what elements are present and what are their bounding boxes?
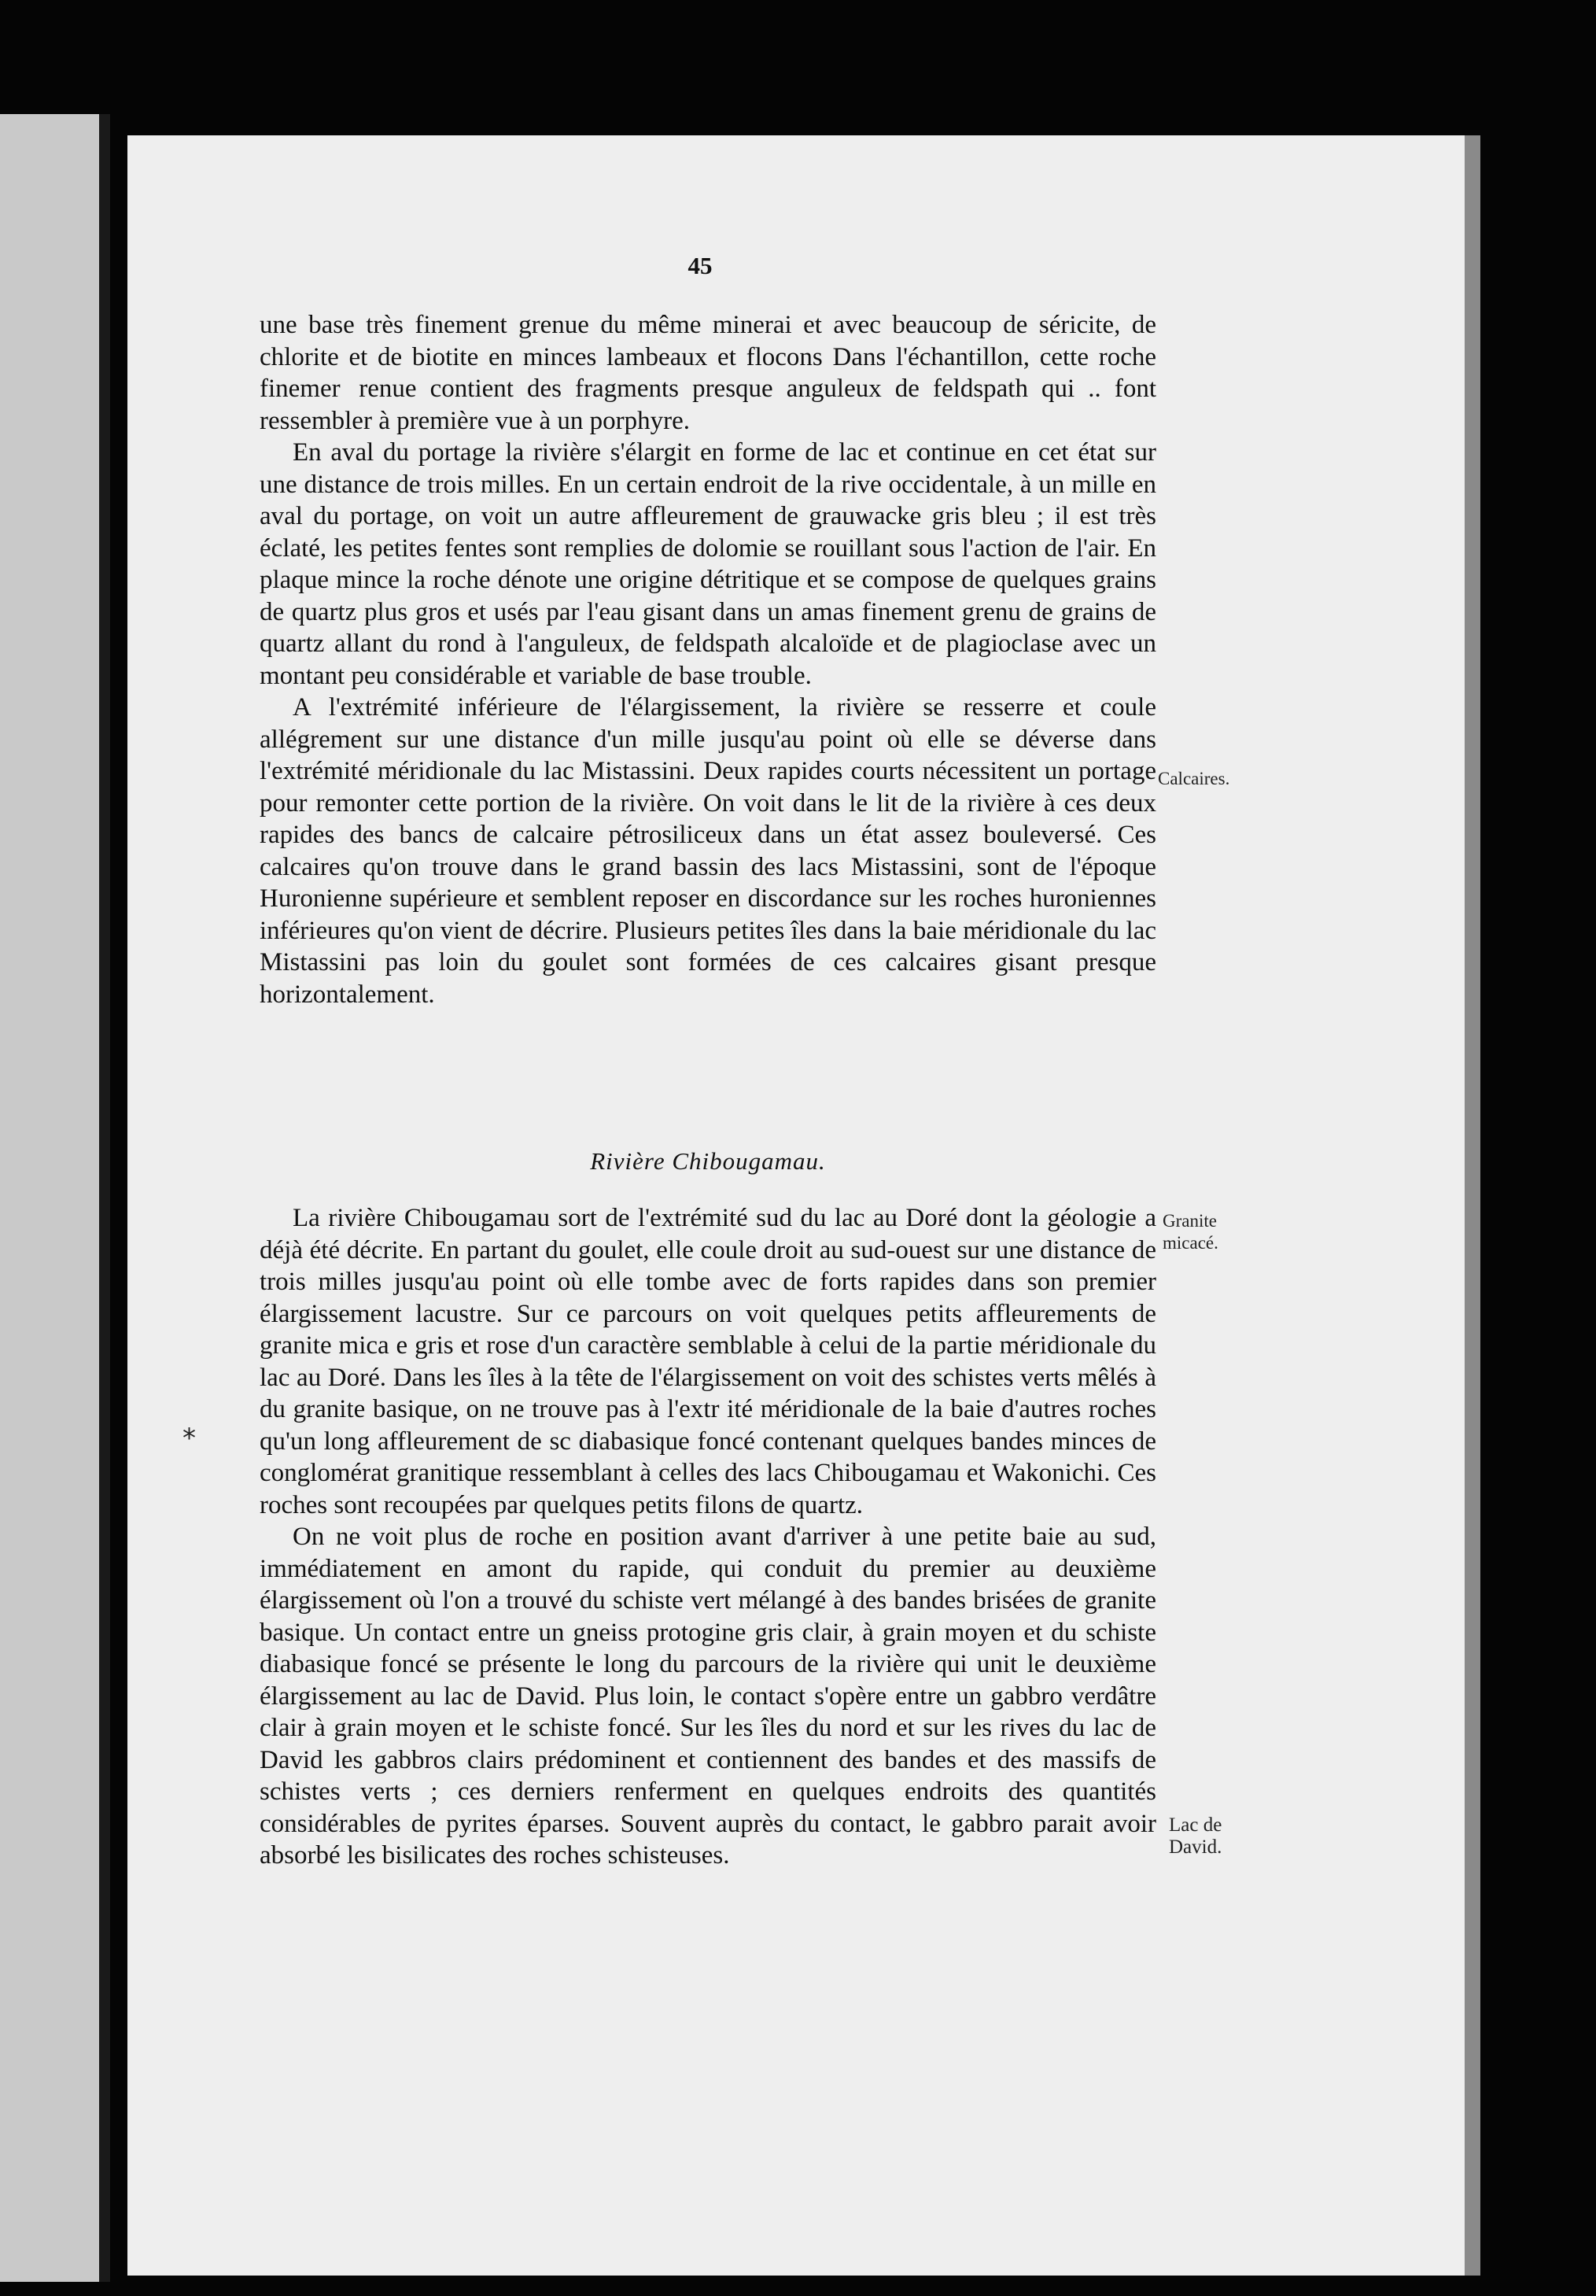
body-text-top: [260, 309, 1156, 1010]
margin-note-calcaires: Calcaires.: [1158, 769, 1230, 788]
page-number: 45: [687, 252, 713, 279]
margin-note-granite-line2: micacé.: [1163, 1233, 1218, 1253]
page-gutter-shadow: [99, 114, 110, 2282]
margin-note-granite-line1: Granite: [1163, 1211, 1217, 1231]
margin-note-lac-line2: David.: [1169, 1836, 1222, 1858]
body-text-bottom: [260, 1202, 1156, 1872]
section-heading: Rivière Chibougamau.: [590, 1147, 826, 1175]
paragraph-4: La rivière Chibougamau sort de l'extrémité sud du lac au Doré dont la géologie a déjà été décrite. En partant du goulet, elle coule droit au sud-ouest sur une distance de trois milles jusqu'au point où elle tombe avec de forts rapides dans son premier élargissement lacustre. Sur ce parcours on voit quelques petits affleurements de granite mica e gris et rose d'un caractère semblable à celui de la partie méridionale du lac au Doré. Dans les îles à la tête de l'élargissement on voit des schistes verts mêlés à du granite basique, on ne trouve pas à l'extr ité méridionale de la baie d'autres roches qu'un long affleurement de sc diabasique foncé contenant quelques bandes minces de conglomérat granitique ressemblant à celles des lacs Chibougamau et Wakonichi. Ces roches sont recoupées par quelques petits filons de quartz.: [260, 1204, 1156, 1519]
left-page-edge: [0, 114, 109, 2282]
margin-note-lac-de-david: [1169, 1814, 1222, 1859]
margin-note-granite: [1163, 1210, 1218, 1254]
paragraph-1: une base très finement grenue du même minerai et avec beaucoup de séricite, de chlorite et de biotite en minces lambeaux et flocons Dans l'échantillon, cette roche finemer renue contient des fragments presque anguleux de feldspath qui .. font ressembler à première vue à un porphyre.: [260, 311, 1156, 435]
page-edge-shadow: [1465, 135, 1480, 2276]
asterisk-mark: *: [182, 1423, 196, 1454]
paragraph-2: En aval du portage la rivière s'élargit en forme de lac et continue en cet état sur une distance de trois milles. En un certain endroit de la rive occidentale, à un mille en aval du portage, on voit un autre affleurement de grauwacke gris bleu ; il est très éclaté, les petites fentes sont remplies de dolomie se rouillant sous l'action de l'air. En plaque mince la roche dénote une origine détritique et se compose de quelques grains de quartz plus gros et usés par l'eau gisant dans un amas finement grenu de grains de quartz allant du rond à l'anguleux, de feldspath alcaloïde et de plagioclase avec un montant peu considérable et variable de base trouble.: [260, 438, 1156, 690]
paragraph-3: A l'extrémité inférieure de l'élargissement, la rivière se resserre et coule allégrement sur une distance d'un mille jusqu'au point où elle se déverse dans l'extrémité méridionale du lac Mistassini. Deux rapides courts nécessitent un portage pour remonter cette portion de la rivière. On voit dans le lit de la rivière à ces deux rapides des bancs de calcaire pétrosiliceux dans un état assez bouleversé. Ces calcaires qu'on trouve dans le grand bassin des lacs Mistassini, sont de l'époque Huronienne supérieure et semblent reposer en discordance sur les roches huroniennes inférieures qu'on vient de décrire. Plusieurs petites îles dans la baie méridionale du lac Mistassini pas loin du goulet sont formées de ces calcaires gisant presque horizontalement.: [260, 693, 1156, 1009]
paragraph-5: On ne voit plus de roche en position avant d'arriver à une petite baie au sud, immédiatement en amont du rapide, qui conduit du premier au deuxième élargissement où l'on a trouvé du schiste vert mélangé à des bandes brisées de granite basique. Un contact entre un gneiss protogine gris clair, à grain moyen et du schiste diabasique foncé se présente le long du parcours de la rivière qui unit le deuxième élargissement au lac de David. Plus loin, le contact s'opère entre un gabbro verdâtre clair à grain moyen et le schiste foncé. Sur les îles du nord et sur les rives du lac de David les gabbros clairs prédominent et contiennent des bandes et des massifs de schistes verts ; ces derniers renferment en quelques endroits des quantités considérables de pyrites éparses. Souvent auprès du contact, le gabbro parait avoir absorbé les bisilicates des roches schisteuses.: [260, 1523, 1156, 1870]
margin-note-lac-line1: Lac de: [1169, 1814, 1222, 1836]
